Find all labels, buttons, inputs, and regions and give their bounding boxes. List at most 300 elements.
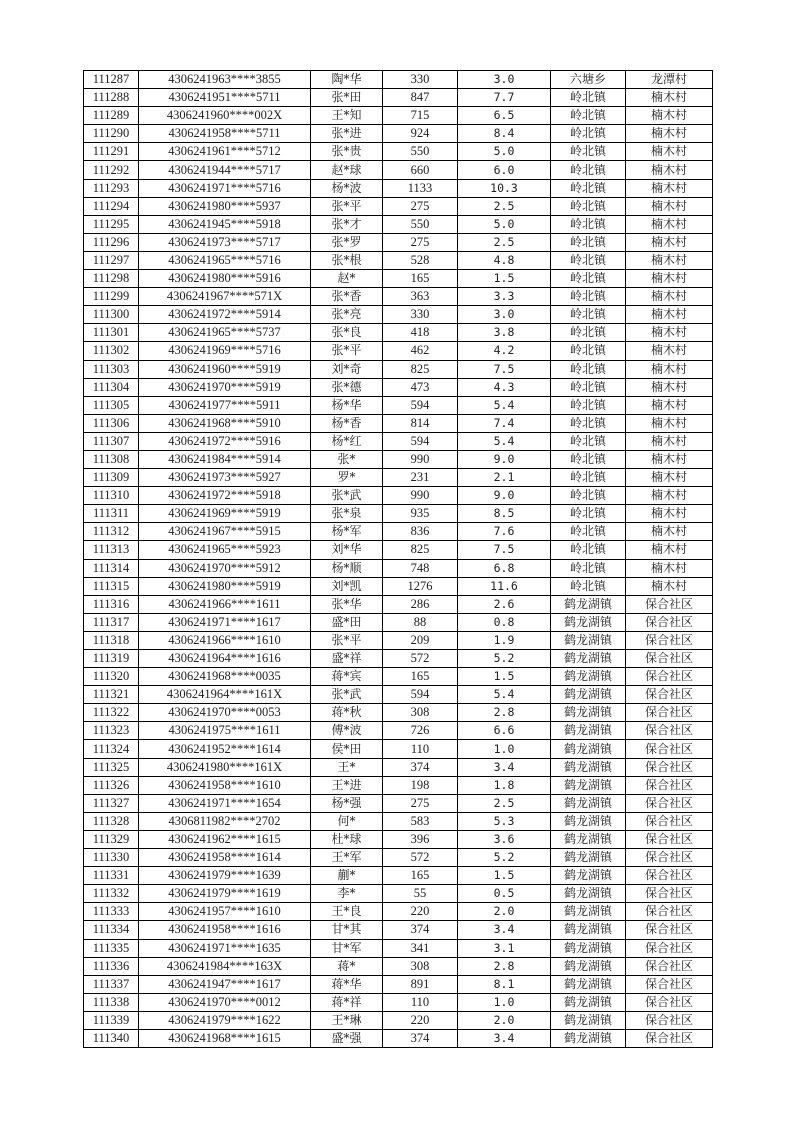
cell-town: 岭北镇 — [551, 233, 626, 251]
cell-amount: 198 — [383, 776, 458, 794]
cell-name: 甘*其 — [311, 921, 383, 939]
cell-village: 楠木村 — [626, 378, 713, 396]
table-row — [84, 758, 713, 776]
cell-amount: 550 — [383, 215, 458, 233]
cell-value: 2.8 — [458, 957, 551, 975]
cell-amount: 1276 — [383, 577, 458, 595]
cell-name: 张* — [311, 450, 383, 468]
cell-town: 鹤龙湖镇 — [551, 1011, 626, 1029]
cell-id-number: 4306241960****002X — [139, 107, 311, 125]
table-row — [84, 794, 713, 812]
cell-village: 楠木村 — [626, 324, 713, 342]
cell-village: 楠木村 — [626, 125, 713, 143]
cell-amount: 220 — [383, 1011, 458, 1029]
table-row — [84, 830, 713, 848]
cell-village: 保合社区 — [626, 975, 713, 993]
cell-name: 王* — [311, 758, 383, 776]
table-row — [84, 125, 713, 143]
cell-village: 楠木村 — [626, 541, 713, 559]
cell-value: 9.0 — [458, 487, 551, 505]
cell-serial-number: 111306 — [84, 414, 139, 432]
cell-id-number: 4306241945****5918 — [139, 215, 311, 233]
cell-name: 杨*华 — [311, 396, 383, 414]
table-row — [84, 1011, 713, 1029]
cell-serial-number: 111334 — [84, 921, 139, 939]
cell-town: 鹤龙湖镇 — [551, 613, 626, 631]
cell-id-number: 4306241970****0012 — [139, 993, 311, 1011]
table-row — [84, 107, 713, 125]
cell-town: 岭北镇 — [551, 360, 626, 378]
cell-amount: 418 — [383, 324, 458, 342]
table-row — [84, 450, 713, 468]
cell-id-number: 4306241970****5912 — [139, 559, 311, 577]
cell-name: 张*田 — [311, 89, 383, 107]
cell-amount: 110 — [383, 740, 458, 758]
cell-village: 保合社区 — [626, 650, 713, 668]
table-row — [84, 939, 713, 957]
cell-town: 岭北镇 — [551, 324, 626, 342]
cell-id-number: 4306241963****3855 — [139, 71, 311, 89]
cell-value: 2.6 — [458, 595, 551, 613]
cell-id-number: 4306241964****1616 — [139, 650, 311, 668]
cell-town: 鹤龙湖镇 — [551, 993, 626, 1011]
cell-name: 张*平 — [311, 197, 383, 215]
cell-value: 7.5 — [458, 541, 551, 559]
cell-town: 鹤龙湖镇 — [551, 668, 626, 686]
cell-value: 2.5 — [458, 794, 551, 812]
cell-amount: 550 — [383, 143, 458, 161]
cell-village: 保合社区 — [626, 867, 713, 885]
cell-name: 杨*红 — [311, 432, 383, 450]
cell-name: 蒋*宾 — [311, 668, 383, 686]
cell-id-number: 4306241971****1617 — [139, 613, 311, 631]
cell-town: 岭北镇 — [551, 577, 626, 595]
cell-amount: 726 — [383, 722, 458, 740]
table-row — [84, 722, 713, 740]
cell-town: 岭北镇 — [551, 450, 626, 468]
cell-amount: 825 — [383, 360, 458, 378]
cell-value: 4.3 — [458, 378, 551, 396]
cell-serial-number: 111331 — [84, 867, 139, 885]
cell-value: 8.4 — [458, 125, 551, 143]
cell-amount: 935 — [383, 505, 458, 523]
cell-name: 张*亮 — [311, 306, 383, 324]
cell-village: 保合社区 — [626, 957, 713, 975]
cell-amount: 165 — [383, 867, 458, 885]
cell-town: 岭北镇 — [551, 89, 626, 107]
cell-serial-number: 111304 — [84, 378, 139, 396]
cell-value: 3.3 — [458, 288, 551, 306]
cell-value: 2.5 — [458, 233, 551, 251]
cell-serial-number: 111291 — [84, 143, 139, 161]
cell-id-number: 4306241984****5914 — [139, 450, 311, 468]
cell-value: 5.0 — [458, 143, 551, 161]
cell-value: 5.4 — [458, 396, 551, 414]
cell-amount: 363 — [383, 288, 458, 306]
cell-id-number: 4306241965****5737 — [139, 324, 311, 342]
cell-value: 6.6 — [458, 722, 551, 740]
cell-value: 3.4 — [458, 758, 551, 776]
cell-id-number: 4306241960****5919 — [139, 360, 311, 378]
cell-town: 岭北镇 — [551, 541, 626, 559]
cell-village: 保合社区 — [626, 903, 713, 921]
cell-amount: 990 — [383, 450, 458, 468]
cell-value: 1.5 — [458, 867, 551, 885]
cell-village: 保合社区 — [626, 921, 713, 939]
cell-serial-number: 111321 — [84, 686, 139, 704]
cell-value: 3.8 — [458, 324, 551, 342]
cell-serial-number: 111296 — [84, 233, 139, 251]
cell-town: 鹤龙湖镇 — [551, 975, 626, 993]
cell-amount: 473 — [383, 378, 458, 396]
cell-amount: 825 — [383, 541, 458, 559]
cell-town: 岭北镇 — [551, 306, 626, 324]
cell-name: 蒯* — [311, 867, 383, 885]
cell-serial-number: 111329 — [84, 830, 139, 848]
cell-serial-number: 111328 — [84, 812, 139, 830]
cell-id-number: 4306241970****5919 — [139, 378, 311, 396]
cell-amount: 209 — [383, 631, 458, 649]
cell-amount: 462 — [383, 342, 458, 360]
cell-serial-number: 111293 — [84, 179, 139, 197]
cell-name: 盛*强 — [311, 1029, 383, 1047]
cell-town: 岭北镇 — [551, 197, 626, 215]
cell-village: 楠木村 — [626, 360, 713, 378]
cell-amount: 594 — [383, 432, 458, 450]
cell-serial-number: 111315 — [84, 577, 139, 595]
cell-town: 鹤龙湖镇 — [551, 631, 626, 649]
cell-town: 鹤龙湖镇 — [551, 830, 626, 848]
cell-name: 赵* — [311, 270, 383, 288]
cell-amount: 88 — [383, 613, 458, 631]
cell-village: 保合社区 — [626, 812, 713, 830]
table-row — [84, 740, 713, 758]
cell-town: 岭北镇 — [551, 251, 626, 269]
cell-id-number: 4306241957****1610 — [139, 903, 311, 921]
cell-town: 岭北镇 — [551, 125, 626, 143]
cell-id-number: 4306241958****1616 — [139, 921, 311, 939]
cell-serial-number: 111298 — [84, 270, 139, 288]
cell-id-number: 4306241972****5918 — [139, 487, 311, 505]
cell-town: 鹤龙湖镇 — [551, 812, 626, 830]
cell-name: 张*德 — [311, 378, 383, 396]
cell-name: 张*罗 — [311, 233, 383, 251]
table-row — [84, 89, 713, 107]
cell-amount: 220 — [383, 903, 458, 921]
cell-village: 楠木村 — [626, 306, 713, 324]
cell-amount: 330 — [383, 306, 458, 324]
cell-name: 刘*奇 — [311, 360, 383, 378]
cell-amount: 275 — [383, 233, 458, 251]
cell-serial-number: 111311 — [84, 505, 139, 523]
cell-name: 刘*华 — [311, 541, 383, 559]
cell-name: 何* — [311, 812, 383, 830]
cell-name: 王*知 — [311, 107, 383, 125]
cell-name: 王*进 — [311, 776, 383, 794]
cell-serial-number: 111318 — [84, 631, 139, 649]
cell-serial-number: 111289 — [84, 107, 139, 125]
table-row — [84, 215, 713, 233]
table-row — [84, 885, 713, 903]
cell-serial-number: 111288 — [84, 89, 139, 107]
cell-value: 6.0 — [458, 161, 551, 179]
cell-name: 张*武 — [311, 487, 383, 505]
cell-value: 3.4 — [458, 1029, 551, 1047]
table-row — [84, 432, 713, 450]
cell-serial-number: 111323 — [84, 722, 139, 740]
cell-serial-number: 111335 — [84, 939, 139, 957]
cell-town: 鹤龙湖镇 — [551, 776, 626, 794]
cell-id-number: 4306241973****5717 — [139, 233, 311, 251]
cell-serial-number: 111312 — [84, 523, 139, 541]
cell-town: 岭北镇 — [551, 215, 626, 233]
cell-serial-number: 111332 — [84, 885, 139, 903]
cell-amount: 330 — [383, 71, 458, 89]
cell-value: 4.8 — [458, 251, 551, 269]
table-row — [84, 993, 713, 1011]
table-row — [84, 233, 713, 251]
table-row — [84, 71, 713, 89]
cell-name: 杨*波 — [311, 179, 383, 197]
cell-village: 楠木村 — [626, 450, 713, 468]
cell-value: 3.1 — [458, 939, 551, 957]
table-row — [84, 251, 713, 269]
cell-name: 蒋*秋 — [311, 704, 383, 722]
cell-village: 楠木村 — [626, 215, 713, 233]
cell-id-number: 4306241967****571X — [139, 288, 311, 306]
cell-value: 0.8 — [458, 613, 551, 631]
table-row — [84, 288, 713, 306]
table-row — [84, 324, 713, 342]
cell-amount: 231 — [383, 469, 458, 487]
table-row — [84, 668, 713, 686]
cell-serial-number: 111316 — [84, 595, 139, 613]
cell-town: 鹤龙湖镇 — [551, 740, 626, 758]
cell-id-number: 4306241979****1619 — [139, 885, 311, 903]
cell-id-number: 4306241980****5916 — [139, 270, 311, 288]
cell-name: 张*香 — [311, 288, 383, 306]
cell-value: 2.0 — [458, 903, 551, 921]
cell-id-number: 4306241958****1614 — [139, 849, 311, 867]
cell-serial-number: 111339 — [84, 1011, 139, 1029]
cell-id-number: 4306241964****161X — [139, 686, 311, 704]
cell-village: 保合社区 — [626, 631, 713, 649]
cell-village: 楠木村 — [626, 233, 713, 251]
cell-town: 鹤龙湖镇 — [551, 957, 626, 975]
cell-value: 5.2 — [458, 849, 551, 867]
cell-name: 傅*波 — [311, 722, 383, 740]
cell-value: 5.2 — [458, 650, 551, 668]
cell-amount: 374 — [383, 1029, 458, 1047]
cell-id-number: 4306241971****5716 — [139, 179, 311, 197]
table-row — [84, 360, 713, 378]
cell-value: 2.8 — [458, 704, 551, 722]
cell-name: 张*华 — [311, 595, 383, 613]
cell-name: 刘*凯 — [311, 577, 383, 595]
cell-amount: 660 — [383, 161, 458, 179]
table-row — [84, 487, 713, 505]
cell-amount: 286 — [383, 595, 458, 613]
cell-serial-number: 111292 — [84, 161, 139, 179]
cell-village: 楠木村 — [626, 487, 713, 505]
table-row — [84, 1029, 713, 1047]
cell-name: 张*根 — [311, 251, 383, 269]
table-row — [84, 577, 713, 595]
cell-town: 岭北镇 — [551, 161, 626, 179]
cell-id-number: 4306241961****5712 — [139, 143, 311, 161]
cell-serial-number: 111326 — [84, 776, 139, 794]
table-row — [84, 595, 713, 613]
cell-amount: 924 — [383, 125, 458, 143]
cell-village: 楠木村 — [626, 288, 713, 306]
cell-amount: 891 — [383, 975, 458, 993]
cell-village: 楠木村 — [626, 396, 713, 414]
cell-amount: 572 — [383, 650, 458, 668]
cell-value: 7.6 — [458, 523, 551, 541]
cell-town: 鹤龙湖镇 — [551, 686, 626, 704]
cell-village: 楠木村 — [626, 107, 713, 125]
cell-name: 杨*香 — [311, 414, 383, 432]
cell-id-number: 4306241967****5915 — [139, 523, 311, 541]
cell-village: 楠木村 — [626, 432, 713, 450]
table-row — [84, 469, 713, 487]
cell-town: 鹤龙湖镇 — [551, 903, 626, 921]
cell-id-number: 4306241972****5916 — [139, 432, 311, 450]
cell-village: 保合社区 — [626, 668, 713, 686]
cell-id-number: 4306241951****5711 — [139, 89, 311, 107]
cell-village: 龙潭村 — [626, 71, 713, 89]
cell-id-number: 4306241968****1615 — [139, 1029, 311, 1047]
table-row — [84, 686, 713, 704]
cell-amount: 990 — [383, 487, 458, 505]
cell-town: 岭北镇 — [551, 143, 626, 161]
cell-town: 鹤龙湖镇 — [551, 1029, 626, 1047]
cell-value: 5.4 — [458, 432, 551, 450]
table-row — [84, 414, 713, 432]
cell-amount: 814 — [383, 414, 458, 432]
cell-village: 楠木村 — [626, 342, 713, 360]
cell-name: 李* — [311, 885, 383, 903]
cell-name: 罗* — [311, 469, 383, 487]
cell-amount: 55 — [383, 885, 458, 903]
cell-village: 楠木村 — [626, 559, 713, 577]
cell-village: 楠木村 — [626, 523, 713, 541]
table-row — [84, 903, 713, 921]
cell-id-number: 4306241944****5717 — [139, 161, 311, 179]
cell-id-number: 4306241968****0035 — [139, 668, 311, 686]
table-row — [84, 505, 713, 523]
table-row — [84, 306, 713, 324]
cell-name: 杨*顺 — [311, 559, 383, 577]
cell-town: 岭北镇 — [551, 559, 626, 577]
cell-serial-number: 111337 — [84, 975, 139, 993]
cell-value: 4.2 — [458, 342, 551, 360]
cell-value: 2.1 — [458, 469, 551, 487]
cell-village: 保合社区 — [626, 758, 713, 776]
table-row — [84, 559, 713, 577]
cell-serial-number: 111287 — [84, 71, 139, 89]
cell-name: 蒋*祥 — [311, 993, 383, 1011]
cell-name: 张*进 — [311, 125, 383, 143]
cell-town: 岭北镇 — [551, 179, 626, 197]
cell-amount: 341 — [383, 939, 458, 957]
cell-name: 蒋* — [311, 957, 383, 975]
table-row — [84, 161, 713, 179]
table-row — [84, 704, 713, 722]
cell-village: 保合社区 — [626, 776, 713, 794]
cell-id-number: 4306241965****5716 — [139, 251, 311, 269]
cell-town: 岭北镇 — [551, 432, 626, 450]
cell-id-number: 4306241973****5927 — [139, 469, 311, 487]
cell-village: 保合社区 — [626, 613, 713, 631]
cell-name: 杨*强 — [311, 794, 383, 812]
cell-name: 甘*军 — [311, 939, 383, 957]
cell-id-number: 4306241972****5914 — [139, 306, 311, 324]
cell-name: 杨*军 — [311, 523, 383, 541]
cell-amount: 110 — [383, 993, 458, 1011]
table-row — [84, 342, 713, 360]
cell-amount: 572 — [383, 849, 458, 867]
cell-value: 10.3 — [458, 179, 551, 197]
cell-value: 8.1 — [458, 975, 551, 993]
cell-name: 张*泉 — [311, 505, 383, 523]
cell-town: 鹤龙湖镇 — [551, 650, 626, 668]
cell-name: 王*军 — [311, 849, 383, 867]
cell-village: 保合社区 — [626, 830, 713, 848]
cell-town: 岭北镇 — [551, 487, 626, 505]
cell-serial-number: 111336 — [84, 957, 139, 975]
cell-name: 王*良 — [311, 903, 383, 921]
cell-amount: 528 — [383, 251, 458, 269]
cell-town: 鹤龙湖镇 — [551, 867, 626, 885]
cell-village: 楠木村 — [626, 577, 713, 595]
table-row — [84, 867, 713, 885]
cell-amount: 396 — [383, 830, 458, 848]
cell-serial-number: 111308 — [84, 450, 139, 468]
cell-amount: 748 — [383, 559, 458, 577]
cell-value: 2.5 — [458, 197, 551, 215]
cell-id-number: 4306241984****163X — [139, 957, 311, 975]
cell-town: 岭北镇 — [551, 523, 626, 541]
table-row — [84, 378, 713, 396]
cell-town: 岭北镇 — [551, 505, 626, 523]
cell-village: 保合社区 — [626, 1011, 713, 1029]
cell-town: 岭北镇 — [551, 469, 626, 487]
cell-name: 王*琳 — [311, 1011, 383, 1029]
cell-id-number: 4306241969****5919 — [139, 505, 311, 523]
cell-amount: 594 — [383, 396, 458, 414]
table-row — [84, 921, 713, 939]
cell-serial-number: 111295 — [84, 215, 139, 233]
cell-town: 鹤龙湖镇 — [551, 704, 626, 722]
table-row — [84, 957, 713, 975]
cell-serial-number: 111313 — [84, 541, 139, 559]
cell-serial-number: 111333 — [84, 903, 139, 921]
table-row — [84, 650, 713, 668]
cell-value: 1.8 — [458, 776, 551, 794]
cell-amount: 715 — [383, 107, 458, 125]
cell-serial-number: 111302 — [84, 342, 139, 360]
cell-name: 张*平 — [311, 631, 383, 649]
cell-serial-number: 111301 — [84, 324, 139, 342]
cell-serial-number: 111294 — [84, 197, 139, 215]
cell-name: 赵*球 — [311, 161, 383, 179]
cell-serial-number: 111309 — [84, 469, 139, 487]
cell-village: 楠木村 — [626, 197, 713, 215]
cell-serial-number: 111297 — [84, 251, 139, 269]
cell-town: 六塘乡 — [551, 71, 626, 89]
cell-town: 鹤龙湖镇 — [551, 921, 626, 939]
